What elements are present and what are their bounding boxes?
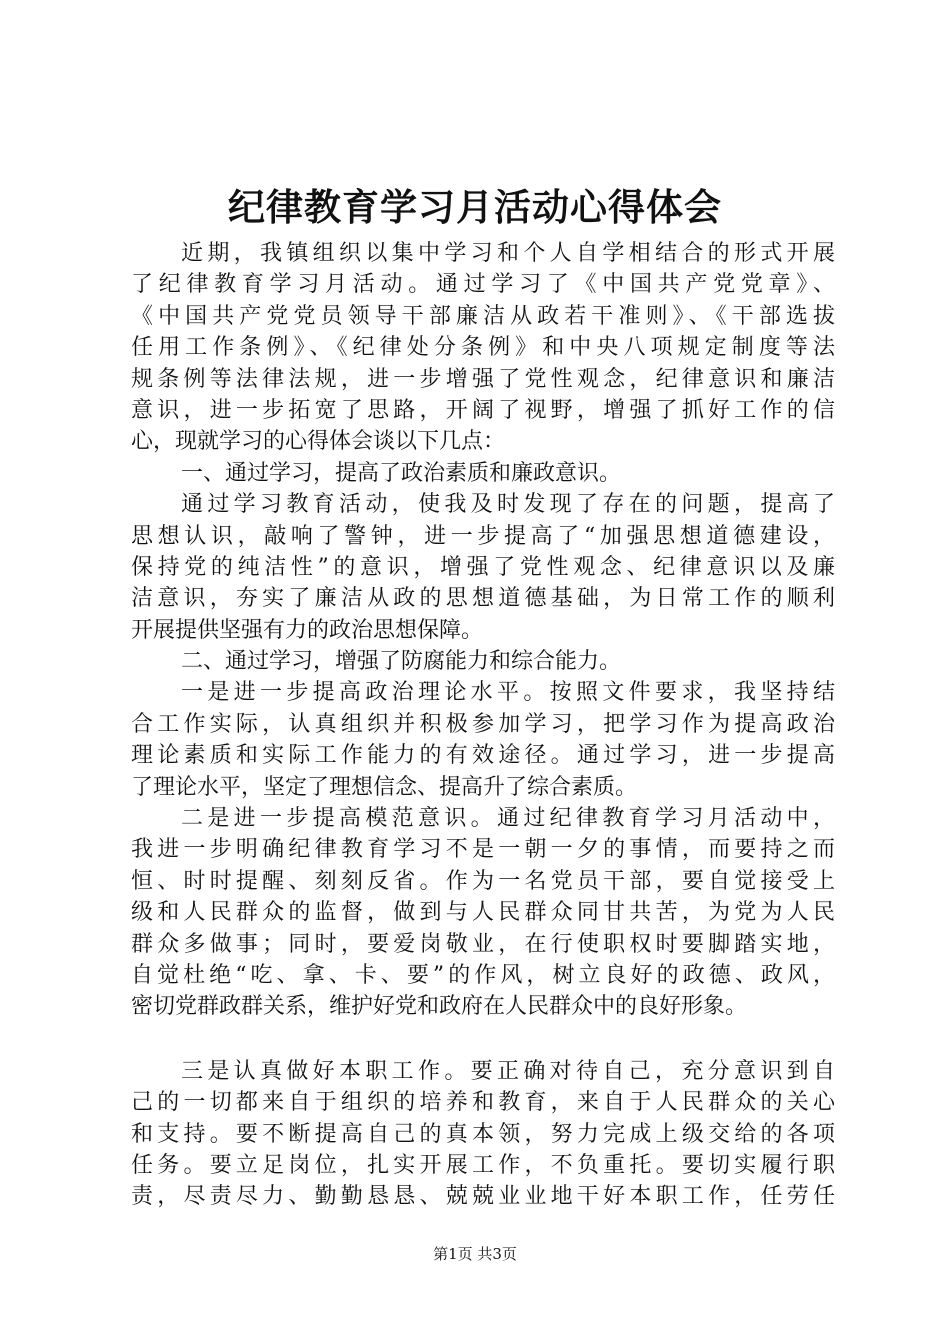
text-line: 一是进一步提高政治理论水平。按照文件要求，我坚持结 [181, 680, 835, 706]
document-title: 纪律教育学习月活动心得体会 [228, 186, 722, 229]
text-line: 《中国共产党党员领导干部廉洁从政若干准则》、《干部选拔 [131, 303, 835, 329]
text-line: 合工作实际，认真组织并积极参加学习，把学习作为提高政治 [131, 711, 835, 737]
section-heading: 二、通过学习，增强了防腐能力和综合能力。 [181, 649, 622, 675]
text-line: 思想认识，敲响了警钟，进一步提高了“加强思想道德建设， [131, 523, 835, 549]
text-line: 开展提供坚强有力的政治思想保障。 [131, 617, 484, 643]
text-line: 自觉杜绝“吃、拿、卡、要”的作风，树立良好的政德、政风， [131, 962, 835, 988]
text-line: 了纪律教育学习月活动。通过学习了《中国共产党党章》、 [131, 272, 835, 298]
text-line: 洁意识，夯实了廉洁从政的思想道德基础，为日常工作的顺利 [131, 586, 835, 612]
text-line: 密切党群政群关系，维护好党和政府在人民群众中的良好形象。 [131, 994, 748, 1020]
section-heading: 一、通过学习，提高了政治素质和廉政意识。 [181, 460, 622, 486]
text-line: 群众多做事；同时，要爱岗敬业，在行使职权时要脚踏实地， [131, 931, 835, 957]
text-line: 理论素质和实际工作能力的有效途径。通过学习，进一步提高 [131, 743, 835, 769]
text-line: 和支持。要不断提高自己的真本领，努力完成上级交给的各项 [131, 1121, 835, 1147]
text-line: 二是进一步提高模范意识。通过纪律教育学习月活动中， [181, 806, 835, 832]
text-line: 任用工作条例》、《纪律处分条例》和中央八项规定制度等法 [131, 335, 835, 361]
text-line: 近期，我镇组织以集中学习和个人自学相结合的形式开展 [181, 241, 835, 266]
text-line: 责，尽责尽力、勤勤恳恳、兢兢业业地干好本职工作，任劳任 [131, 1184, 835, 1210]
text-line: 级和人民群众的监督，做到与人民群众同甘共苦，为党为人民 [131, 900, 835, 926]
text-line: 规条例等法律法规，进一步增强了党性观念，纪律意识和廉洁 [131, 366, 835, 392]
page-footer: 第1页 共3页 [433, 1245, 517, 1263]
paragraph-gap [131, 1023, 835, 1056]
text-line: 三是认真做好本职工作。要正确对待自己，充分意识到自 [181, 1058, 835, 1084]
text-line: 任务。要立足岗位，扎实开展工作，不负重托。要切实履行职 [131, 1152, 835, 1178]
text-line: 意识，进一步拓宽了思路，开阔了视野，增强了抓好工作的信 [131, 397, 835, 423]
text-line: 通过学习教育活动，使我及时发现了存在的问题，提高了 [181, 492, 835, 518]
text-line: 保持党的纯洁性”的意识，增强了党性观念、纪律意识以及廉 [131, 554, 835, 580]
text-line: 心，现就学习的心得体会谈以下几点： [131, 429, 506, 455]
text-line: 我进一步明确纪律教育学习不是一朝一夕的事情，而要持之而 [131, 837, 835, 863]
text-line: 了理论水平，坚定了理想信念、提高升了综合素质。 [131, 774, 638, 800]
document-body [131, 238, 835, 1213]
text-line: 恒、时时提醒、刻刻反省。作为一名党员干部，要自觉接受上 [131, 868, 835, 894]
text-line: 己的一切都来自于组织的培养和教育，来自于人民群众的关心 [131, 1090, 835, 1116]
